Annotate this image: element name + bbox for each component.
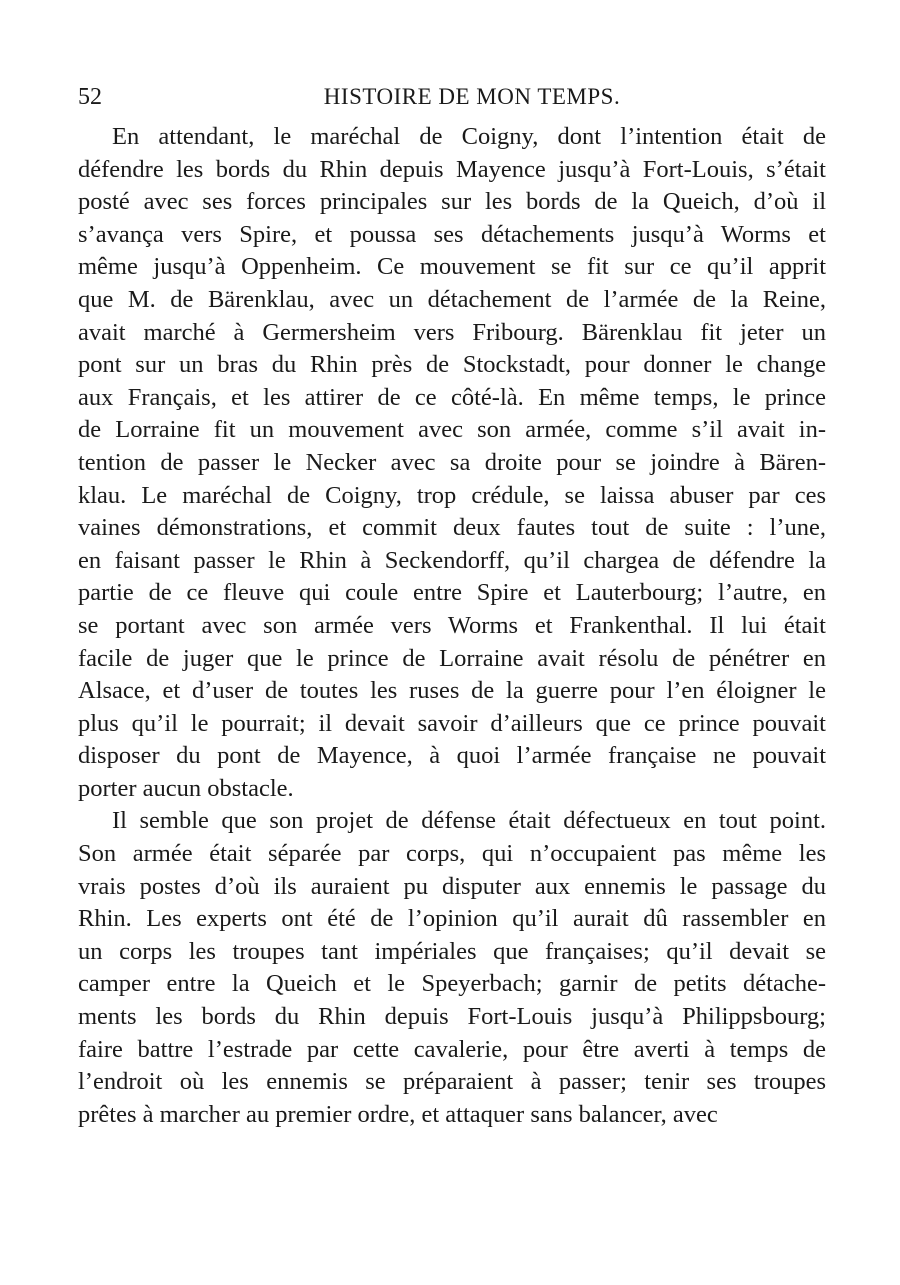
text-line: se portant avec son armée vers Worms et Frankenthal. Il lui était xyxy=(78,611,826,639)
paragraph xyxy=(78,805,826,1131)
text-line: partie de ce fleuve qui coule entre Spire et Lauterbourg; l’autre, en xyxy=(78,579,826,607)
text-line: aux Français, et les attirer de ce côté-là. En même temps, le prince xyxy=(78,383,826,411)
body-text xyxy=(78,121,826,1131)
text-line: défendre les bords du Rhin depuis Mayence jusqu’à Fort-Louis, s’était xyxy=(78,155,826,183)
text-line: Son armée était séparée par corps, qui n’occupaient pas même les xyxy=(78,840,826,868)
text-line: vrais postes d’où ils auraient pu disputer aux ennemis le passage du xyxy=(78,872,826,900)
text-line: pont sur un bras du Rhin près de Stockstadt, pour donner le change xyxy=(78,351,826,379)
text-line: Il semble que son projet de défense était défectueux en tout point. xyxy=(112,807,826,835)
text-line: camper entre la Queich et le Speyerbach; garnir de petits détache- xyxy=(78,970,826,998)
text-line: klau. Le maréchal de Coigny, trop crédule, se laissa abuser par ces xyxy=(78,481,826,509)
paragraph xyxy=(78,121,826,805)
text-line: disposer du pont de Mayence, à quoi l’armée française ne pouvait xyxy=(78,742,826,770)
text-line: posté avec ses forces principales sur les bords de la Queich, d’où il xyxy=(78,188,826,216)
text-line: avait marché à Germersheim vers Fribourg. Bärenklau fit jeter un xyxy=(78,318,826,346)
text-line: Rhin. Les experts ont été de l’opinion qu’il aurait dû rassembler en xyxy=(78,905,826,933)
text-line: Alsace, et d’user de toutes les ruses de la guerre pour l’en éloigner le xyxy=(78,677,826,705)
text-line: que M. de Bärenklau, avec un détachement de l’armée de la Reine, xyxy=(78,285,826,313)
page-number: 52 xyxy=(78,84,102,110)
text-line: ments les bords du Rhin depuis Fort-Louis jusqu’à Philippsbourg; xyxy=(78,1003,826,1031)
text-line: plus qu’il le pourrait; il devait savoir d’ailleurs que ce prince pouvait xyxy=(78,709,826,737)
text-line: même jusqu’à Oppenheim. Ce mouvement se fit sur ce qu’il apprit xyxy=(78,253,826,281)
text-line: tention de passer le Necker avec sa droite pour se joindre à Bären- xyxy=(78,448,826,476)
text-line: porter aucun obstacle. xyxy=(78,774,294,802)
text-line: en faisant passer le Rhin à Seckendorff, qu’il chargea de défendre la xyxy=(78,546,826,574)
text-line: vaines démonstrations, et commit deux fautes tout de suite : l’une, xyxy=(78,514,826,542)
running-head xyxy=(78,82,826,112)
text-line: s’avança vers Spire, et poussa ses détachements jusqu’à Worms et xyxy=(78,220,826,248)
text-line: l’endroit où les ennemis se préparaient à passer; tenir ses troupes xyxy=(78,1068,826,1096)
text-line: faire battre l’estrade par cette cavalerie, pour être averti à temps de xyxy=(78,1035,826,1063)
text-line: facile de juger que le prince de Lorraine avait résolu de pénétrer en xyxy=(78,644,826,672)
text-line: de Lorraine fit un mouvement avec son armée, comme s’il avait in- xyxy=(78,416,826,444)
text-line: un corps les troupes tant impériales que françaises; qu’il devait se xyxy=(78,937,826,965)
text-line: prêtes à marcher au premier ordre, et attaquer sans balancer, avec xyxy=(78,1100,718,1128)
text-line: En attendant, le maréchal de Coigny, dont l’intention était de xyxy=(112,123,826,150)
running-title: HISTOIRE DE MON TEMPS. xyxy=(323,84,621,109)
